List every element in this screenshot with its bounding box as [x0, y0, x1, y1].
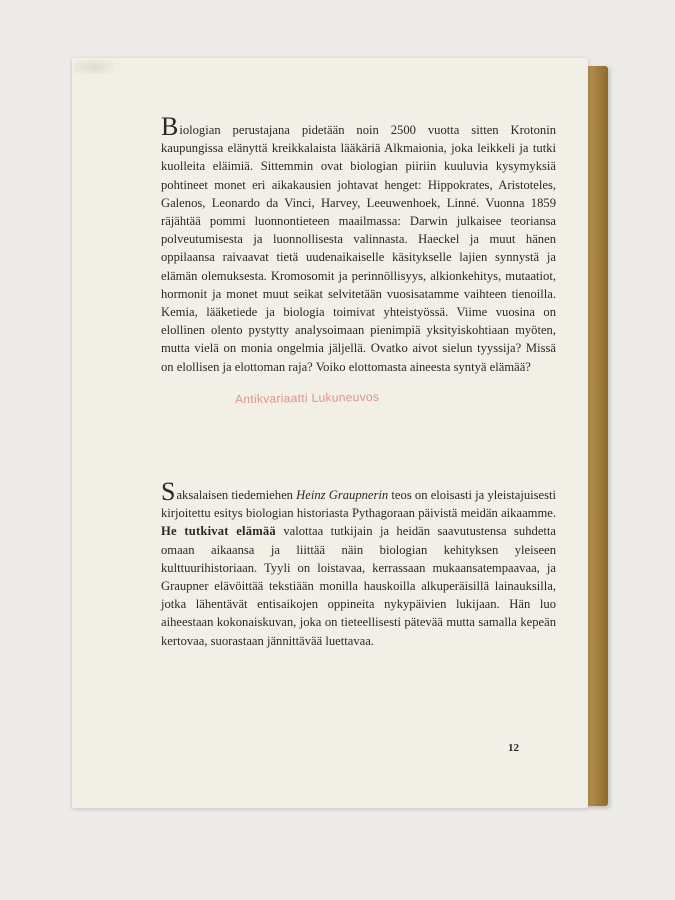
- book-title: He tutkivat elämää: [161, 524, 276, 539]
- paragraph-2-intro: aksalaisen tiedemiehen: [176, 488, 297, 502]
- paragraph-2-rest: valottaa tutkijain ja heidän saavutustensa suhdetta omaan aikaansa ja liittää näin biologian kehityksen yleiseen kulttuurihistoriaan. Tyyli on loistavaa, kerrassaan mukaansatempaavaa, ja Graupner elävöittää tekstiään monilla hauskoilla alkuperäisillä lainauksilla, jotka lähentävät entisaikojen oppineita nykypäivien lukijaan. Hän luo aiheestaan kokonaiskuvan, joka on tieteellisesti pätevää mutta samalla kepeän kertovaa, suorastaan jännittävää luettavaa.: [161, 524, 557, 648]
- page-number: 12: [508, 742, 519, 754]
- paragraph-2-body: [161, 477, 557, 650]
- blurb-paragraph-2: [161, 477, 557, 650]
- paragraph-1-body: [161, 112, 556, 376]
- author-name: Heinz Graupnerin: [296, 488, 389, 502]
- paragraph-2-middle: teos on eloisasti ja yleistajuisesti kirjoitettu esitys biologian historiasta Pythagoraan päivistä meidän aikaamme.: [161, 488, 557, 521]
- seller-stamp: Antikvariaatti Lukuneuvos: [234, 389, 380, 407]
- dropcap-b: B: [161, 112, 179, 141]
- blurb-paragraph-1: [161, 112, 556, 376]
- cover-stain: [74, 60, 114, 74]
- dropcap-s: S: [161, 477, 176, 506]
- paragraph-1-text: iologian perustajana pidetään noin 2500 vuotta sitten Krotonin kaupungissa elänyttä kreikkalaista lääkäriä Alkmaionia, joka leikkeli ja tutki kuolleita eläimiä. Sittemmin ovat biologian piiriin kuuluvia kysymyksiä pohtineet monet eri aikakausien johtavat henget: Hippokrates, Aristoteles, Galenos, Leonardo da Vinci, Harvey, Leeuwenhoek, Linné. Vuonna 1859 räjähtää pommi luonnontieteen maailmassa: Darwin julkaisee teoriansa polveutumisesta ja luonnollisesta valinnasta. Haeckel ja muut hänen oppilaansa raivaavat tietä uudenaikaiselle käsitykselle lajien synnystä ja elämän olemuksesta. Kromosomit ja perinnöllisyys, alkionkehitys, mutaatiot, hormonit ja monet muut seikat selvitetään vuosisatamme vaihteen tienoilla. Kemia, lääketiede ja biologia toimivat yhteistyössä. Viime vuosina on elollinen olento pystytty analysoimaan pienimpiä yksityiskohtiaan myöten, mutta vielä on monia ongelmia jäljellä. Ovatko aivot sielun tyyssija? Missä on elollisen ja elottoman raja? Voiko elottomasta aineesta syntyä elämää?: [161, 123, 556, 374]
